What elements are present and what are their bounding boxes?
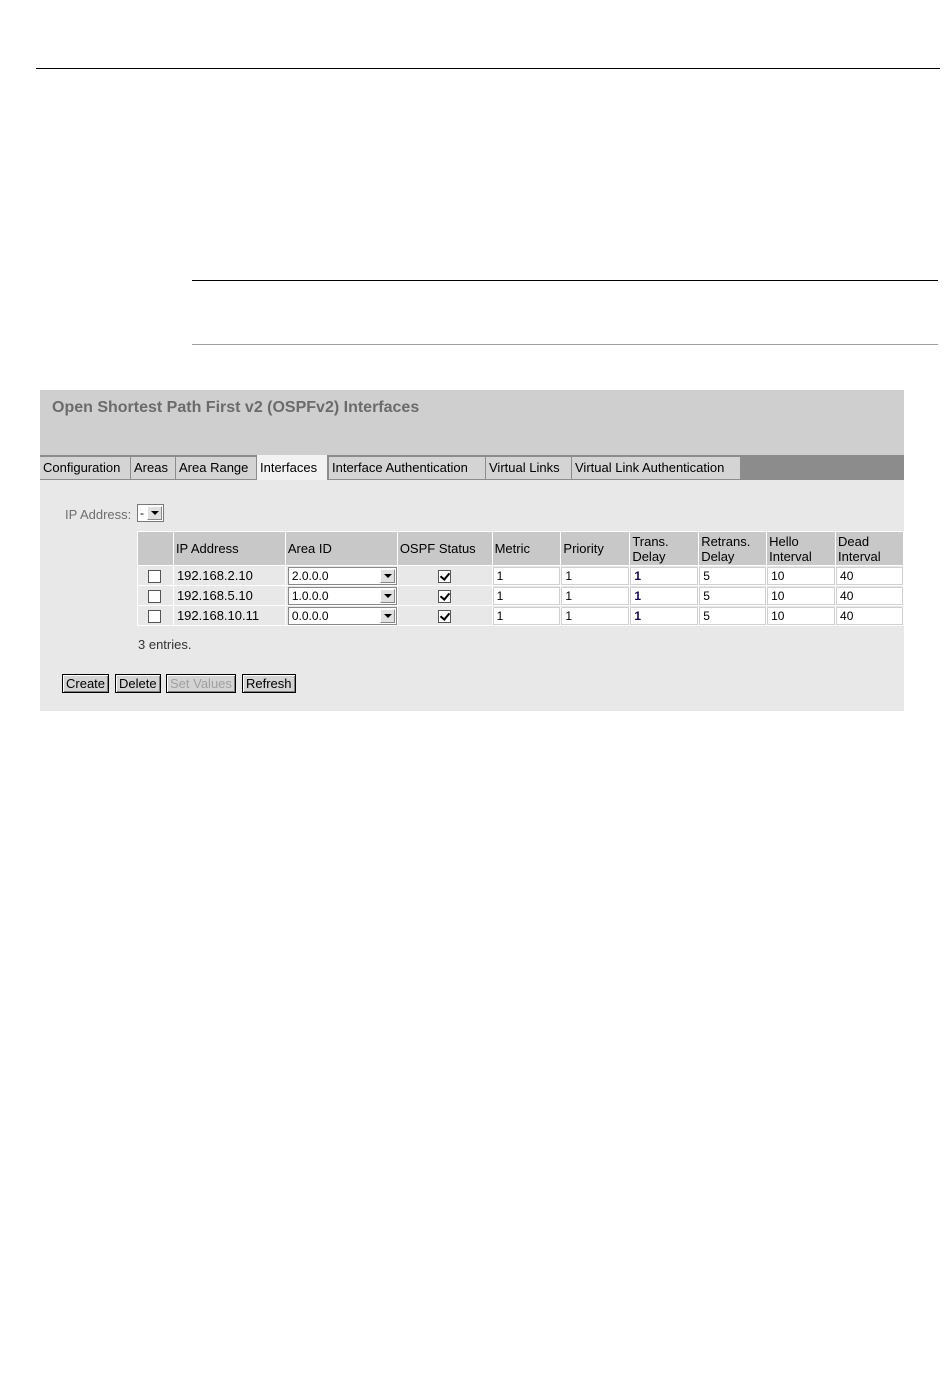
retrans-delay-input[interactable]: 5 xyxy=(699,607,766,625)
priority-cell xyxy=(561,606,630,626)
ospf-status-cell xyxy=(397,566,492,586)
tab-interface-authentication[interactable]: Interface Authentication xyxy=(329,457,486,479)
retrans-delay-cell xyxy=(699,606,767,626)
priority-input[interactable]: 1 xyxy=(561,567,629,585)
ip-address-filter-label: IP Address: xyxy=(65,507,132,522)
header-line: Interval xyxy=(769,548,812,564)
row-select-checkbox[interactable] xyxy=(148,570,161,583)
dead-interval-cell xyxy=(836,566,904,586)
dead-interval-cell xyxy=(836,606,904,626)
column-header-ip-address: IP Address xyxy=(173,532,285,566)
area-id-value: 0.0.0.0 xyxy=(291,608,329,623)
area-id-value: 2.0.0.0 xyxy=(291,568,329,583)
column-header-hello-interval xyxy=(767,532,836,566)
column-header-trans-delay xyxy=(630,532,699,566)
priority-input[interactable]: 1 xyxy=(561,587,629,605)
metric-input[interactable]: 1 xyxy=(493,607,561,625)
chevron-down-icon[interactable] xyxy=(380,569,395,583)
ip-address-value: 192.168.5.10 xyxy=(176,588,253,603)
ospf-status-checkbox[interactable] xyxy=(438,590,451,603)
note-rule-bottom xyxy=(192,344,938,345)
page-header-rule xyxy=(36,68,940,69)
tab-interfaces[interactable]: Interfaces xyxy=(257,455,328,480)
trans-delay-cell xyxy=(630,586,699,606)
header-line: Retrans. xyxy=(701,533,751,549)
trans-delay-input[interactable]: 1 xyxy=(630,567,698,585)
chevron-down-icon[interactable] xyxy=(147,506,162,520)
row-select-cell xyxy=(138,606,174,626)
metric-input[interactable]: 1 xyxy=(493,567,561,585)
tab-area-range[interactable]: Area Range xyxy=(176,457,257,479)
column-header-retrans-delay xyxy=(699,532,767,566)
retrans-delay-input[interactable]: 5 xyxy=(699,587,766,605)
table-header-row xyxy=(138,532,904,566)
metric-input[interactable]: 1 xyxy=(493,587,561,605)
table-row xyxy=(138,566,904,586)
priority-cell xyxy=(561,566,630,586)
row-select-checkbox[interactable] xyxy=(148,610,161,623)
hello-interval-cell xyxy=(767,566,836,586)
metric-cell xyxy=(492,586,561,606)
dead-interval-input[interactable]: 40 xyxy=(836,607,903,625)
area-id-select[interactable] xyxy=(288,567,397,585)
ip-address-cell xyxy=(173,606,285,626)
ip-address-value: 192.168.2.10 xyxy=(176,568,253,583)
create-button[interactable]: Create xyxy=(62,674,109,693)
tab-virtual-links[interactable]: Virtual Links xyxy=(486,457,572,479)
area-id-select[interactable] xyxy=(288,607,397,625)
tab-configuration[interactable]: Configuration xyxy=(40,457,131,479)
priority-input[interactable]: 1 xyxy=(561,607,629,625)
ospf-status-cell xyxy=(397,586,492,606)
page-title: Open Shortest Path First v2 (OSPFv2) Interfaces xyxy=(52,399,420,416)
trans-delay-input[interactable]: 1 xyxy=(630,607,698,625)
ospf-status-checkbox[interactable] xyxy=(438,570,451,583)
ip-address-filter-value: - xyxy=(140,506,144,520)
ospf-interfaces-panel xyxy=(40,390,904,711)
row-select-cell xyxy=(138,586,174,606)
header-line: Dead xyxy=(838,533,870,549)
hello-interval-cell xyxy=(767,586,836,606)
panel-header xyxy=(40,390,904,455)
table-row xyxy=(138,586,904,606)
retrans-delay-cell xyxy=(699,586,767,606)
ip-address-cell xyxy=(173,586,285,606)
ospf-status-checkbox[interactable] xyxy=(438,610,451,623)
column-header-dead-interval xyxy=(836,532,904,566)
select-column-header xyxy=(138,532,174,566)
area-id-cell xyxy=(285,606,397,626)
entries-count: 3 entries. xyxy=(138,637,192,652)
chevron-down-icon[interactable] xyxy=(380,609,395,623)
ip-address-filter-select[interactable] xyxy=(137,504,164,522)
area-id-value: 1.0.0.0 xyxy=(291,588,329,603)
area-id-cell xyxy=(285,566,397,586)
header-line: Delay xyxy=(701,548,735,564)
header-line: Hello xyxy=(769,533,799,549)
chevron-down-icon[interactable] xyxy=(380,589,395,603)
column-header-area-id: Area ID xyxy=(285,532,397,566)
hello-interval-input[interactable]: 10 xyxy=(767,567,835,585)
ip-address-value: 192.168.10.11 xyxy=(176,608,260,623)
retrans-delay-input[interactable]: 5 xyxy=(699,567,766,585)
row-select-cell xyxy=(138,566,174,586)
trans-delay-cell xyxy=(630,606,699,626)
column-header-ospf-status: OSPF Status xyxy=(397,532,492,566)
tab-virtual-link-authentication[interactable]: Virtual Link Authentication xyxy=(572,457,741,479)
hello-interval-cell xyxy=(767,606,836,626)
metric-cell xyxy=(492,566,561,586)
dead-interval-input[interactable]: 40 xyxy=(836,587,903,605)
set-values-button[interactable]: Set Values xyxy=(166,674,236,693)
refresh-button[interactable]: Refresh xyxy=(242,674,296,693)
area-id-select[interactable] xyxy=(288,587,397,605)
header-line: Interval xyxy=(838,548,881,564)
trans-delay-cell xyxy=(630,566,699,586)
ospf-status-cell xyxy=(397,606,492,626)
hello-interval-input[interactable]: 10 xyxy=(767,607,835,625)
header-line: Delay xyxy=(632,548,666,564)
column-header-priority: Priority xyxy=(561,532,630,566)
delete-button[interactable]: Delete xyxy=(115,674,161,693)
table-row xyxy=(138,606,904,626)
hello-interval-input[interactable]: 10 xyxy=(767,587,835,605)
interfaces-table xyxy=(137,531,904,626)
row-select-checkbox[interactable] xyxy=(148,590,161,603)
area-id-cell xyxy=(285,586,397,606)
dead-interval-input[interactable]: 40 xyxy=(836,567,903,585)
dead-interval-cell xyxy=(836,586,904,606)
metric-cell xyxy=(492,606,561,626)
priority-cell xyxy=(561,586,630,606)
note-rule-top xyxy=(192,280,938,281)
column-header-metric: Metric xyxy=(492,532,561,566)
tab-areas[interactable]: Areas xyxy=(131,457,176,479)
trans-delay-input[interactable]: 1 xyxy=(630,587,698,605)
retrans-delay-cell xyxy=(699,566,767,586)
ip-address-cell xyxy=(173,566,285,586)
tab-strip xyxy=(40,455,904,480)
header-line: Trans. xyxy=(632,533,669,549)
